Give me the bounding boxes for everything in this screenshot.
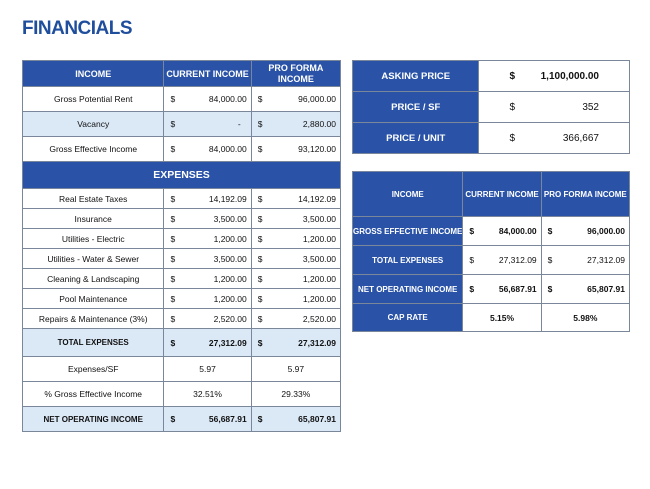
income-row-current: $ 84,000.00 [164,137,251,162]
expense-row-label: Repairs & Maintenance (3%) [23,309,164,329]
expense-row-current: $ 14,192.09 [164,189,251,209]
pct-gei-pro-forma: 29.33% [251,382,340,407]
cap-rate-row [353,304,630,332]
asking-row-value: $ 366,667 [479,123,630,154]
asking-row-value: $ 1,100,000.00 [479,61,630,92]
summary-row [353,246,630,275]
summary-row-current: $ 27,312.09 [463,246,541,275]
income-row-pro-forma: $ 96,000.00 [251,87,340,112]
expense-row-label: Cleaning & Landscaping [23,269,164,289]
expenses-per-sf-current: 5.97 [164,357,251,382]
income-row [23,87,341,112]
page-title: FINANCIALS [22,18,133,39]
summary-pro-forma-header: PRO FORMA INCOME [541,172,629,217]
expense-row [23,309,341,329]
asking-row-label: ASKING PRICE [353,61,479,92]
income-row-pro-forma: $ 93,120.00 [251,137,340,162]
asking-row [353,123,630,154]
summary-row-pro-forma: $ 65,807.91 [541,275,629,304]
income-header: INCOME [23,61,164,87]
expense-row-pro-forma: $ 2,520.00 [251,309,340,329]
summary-row-pro-forma: $ 96,000.00 [541,217,629,246]
income-row-current: $ 84,000.00 [164,87,251,112]
expense-row-current: $ 1,200.00 [164,269,251,289]
expense-row [23,249,341,269]
income-row-current: $ - [164,112,251,137]
summary-row-label: TOTAL EXPENSES [353,246,463,275]
cap-rate-pro-forma: 5.98% [541,304,629,332]
income-row-pro-forma: $ 2,880.00 [251,112,340,137]
summary-row [353,217,630,246]
asking-price-table [352,60,630,154]
income-row [23,137,341,162]
pct-gei-current: 32.51% [164,382,251,407]
pro-forma-income-header: PRO FORMA INCOME [251,61,340,87]
income-row-label: Gross Effective Income [23,137,164,162]
expenses-header: EXPENSES [23,162,341,189]
summary-row-label: NET OPERATING INCOME [353,275,463,304]
asking-row-value: $ 352 [479,92,630,123]
expense-row [23,209,341,229]
total-expenses-pro-forma: $ 27,312.09 [251,329,340,357]
summary-row-current: $ 56,687.91 [463,275,541,304]
summary-row-current: $ 84,000.00 [463,217,541,246]
cap-rate-current: 5.15% [463,304,541,332]
expense-row [23,189,341,209]
pct-gei-row [23,382,341,407]
total-expenses-current: $ 27,312.09 [164,329,251,357]
expense-row [23,229,341,249]
income-row-label: Gross Potential Rent [23,87,164,112]
noi-pro-forma: $ 65,807.91 [251,407,340,432]
expenses-per-sf-label: Expenses/SF [23,357,164,382]
income-row-label: Vacancy [23,112,164,137]
summary-row [353,275,630,304]
summary-income-header: INCOME [353,172,463,217]
noi-label: NET OPERATING INCOME [23,407,164,432]
total-expenses-label: TOTAL EXPENSES [23,329,164,357]
summary-row-label: GROSS EFFECTIVE INCOME [353,217,463,246]
expense-row-label: Utilities - Electric [23,229,164,249]
pct-gei-label: % Gross Effective Income [23,382,164,407]
expense-row-current: $ 3,500.00 [164,209,251,229]
expense-row-current: $ 2,520.00 [164,309,251,329]
asking-row [353,61,630,92]
expense-row-current: $ 3,500.00 [164,249,251,269]
expenses-per-sf-pro-forma: 5.97 [251,357,340,382]
financials-table [22,60,341,432]
asking-row-label: PRICE / SF [353,92,479,123]
asking-row-label: PRICE / UNIT [353,123,479,154]
expense-row-current: $ 1,200.00 [164,289,251,309]
income-row [23,112,341,137]
expense-row [23,269,341,289]
income-summary-table [352,171,630,332]
noi-current: $ 56,687.91 [164,407,251,432]
summary-row-pro-forma: $ 27,312.09 [541,246,629,275]
expense-row-label: Pool Maintenance [23,289,164,309]
expenses-per-sf-row [23,357,341,382]
total-expenses-row [23,329,341,357]
expense-row-pro-forma: $ 14,192.09 [251,189,340,209]
cap-rate-label: CAP RATE [353,304,463,332]
expense-row-current: $ 1,200.00 [164,229,251,249]
noi-row [23,407,341,432]
summary-current-income-header: CURRENT INCOME [463,172,541,217]
expense-row-label: Real Estate Taxes [23,189,164,209]
asking-row [353,92,630,123]
expense-row [23,289,341,309]
expense-row-pro-forma: $ 3,500.00 [251,209,340,229]
expense-row-pro-forma: $ 1,200.00 [251,229,340,249]
expense-row-pro-forma: $ 1,200.00 [251,269,340,289]
expense-row-label: Insurance [23,209,164,229]
expense-row-label: Utilities - Water & Sewer [23,249,164,269]
current-income-header: CURRENT INCOME [164,61,251,87]
expense-row-pro-forma: $ 1,200.00 [251,289,340,309]
expense-row-pro-forma: $ 3,500.00 [251,249,340,269]
